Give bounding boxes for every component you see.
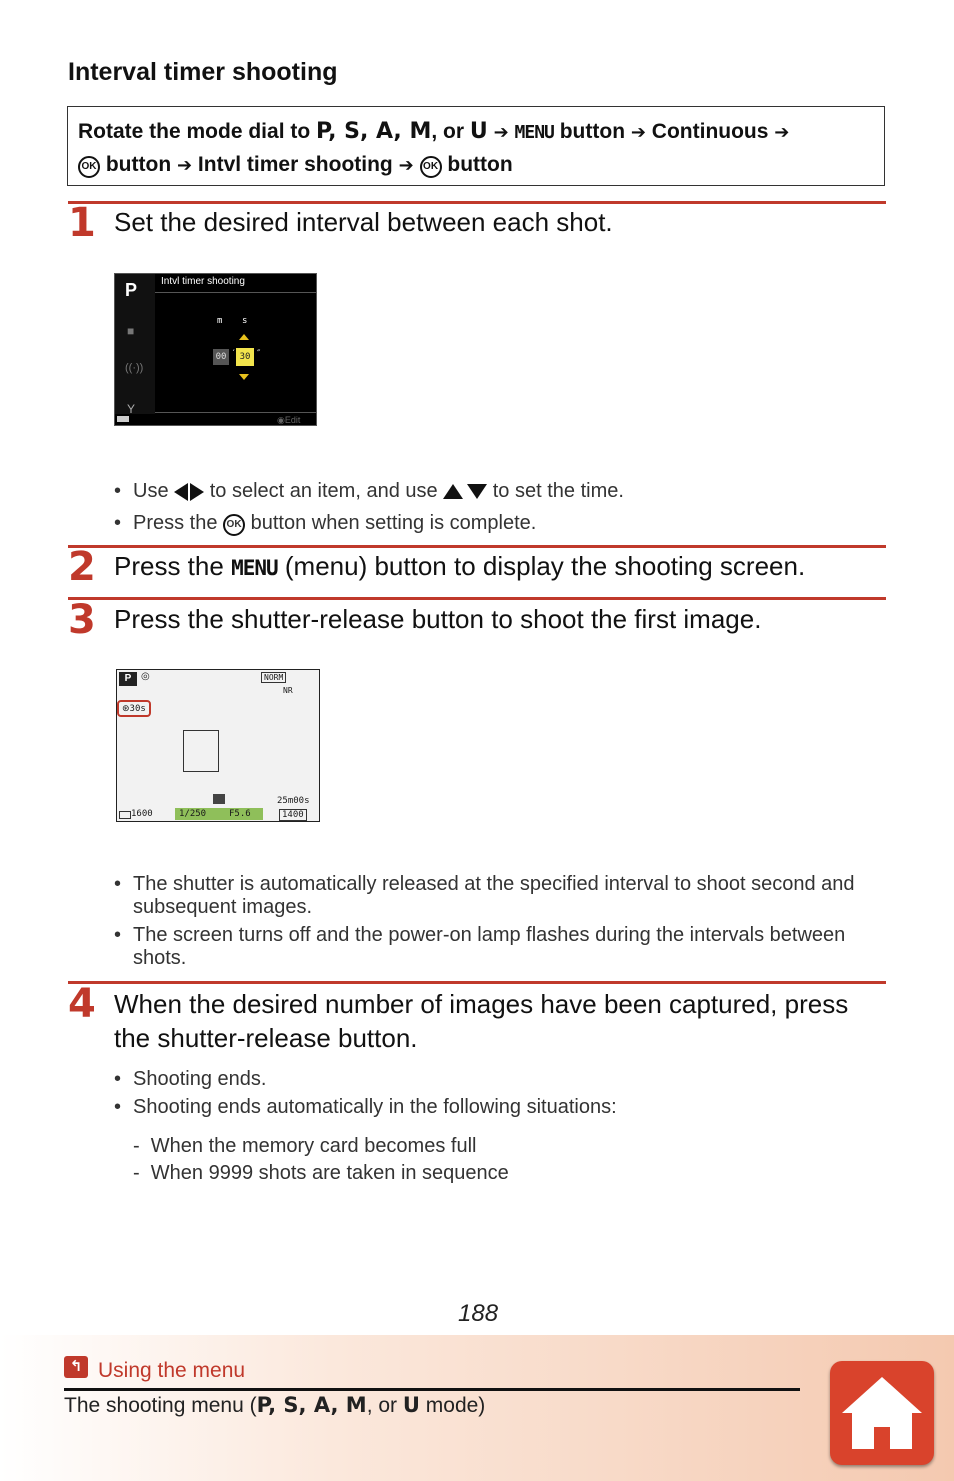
step-1-number: 1 [68, 200, 96, 246]
shots-remaining: 1400 [279, 809, 307, 821]
home-icon [830, 1361, 934, 1465]
interval-icon: ⊛ [122, 703, 130, 713]
mode-or: , or [431, 120, 465, 143]
movie-camera-icon: ■ [127, 324, 135, 338]
menu-path-intro: Rotate the mode dial to [78, 120, 311, 143]
minutes-label: m [217, 316, 223, 326]
flash-icon [213, 794, 225, 804]
step-1-text: Set the desired interval between each shot. [114, 207, 613, 237]
noise-reduction: NR [283, 686, 293, 695]
image-quality: NORM [261, 672, 286, 683]
mode-p-icon: P [119, 672, 137, 686]
menu-path-continuous: Continuous [651, 120, 769, 143]
bullet-press: Press the [133, 512, 218, 534]
ok-button-icon: OK [420, 156, 442, 178]
seconds-value[interactable]: 30 [236, 348, 254, 366]
step-4-rule [68, 981, 886, 984]
step-4-bullet-2: • Shooting ends automatically in the following situations: [114, 1096, 617, 1118]
step-3-text: Press the shutter-release button to shoot the first image. [114, 604, 762, 634]
home-button[interactable] [830, 1361, 934, 1465]
step-3-bullet-2: • The screen turns off and the power-on lamp flashes during the intervals between shots. [114, 924, 846, 969]
up-arrow-icon [239, 334, 249, 340]
shooting-screen [116, 669, 320, 822]
arrow-icon: ➔ [398, 155, 414, 175]
menu-button-icon: MENU [514, 122, 554, 143]
mode-p-icon: P [125, 280, 138, 300]
menu-button-icon: MENU [231, 556, 278, 580]
step-3-rule [68, 597, 886, 600]
screen-title: Intvl timer shooting [161, 276, 245, 287]
menu-path-intvl: Intvl timer shooting [197, 153, 393, 176]
arrow-icon: ➔ [493, 122, 509, 142]
step-3-bullet-1: • The shutter is automatically released at the specified interval to shoot second and subsequent images. [114, 873, 855, 918]
edit-label: Edit [284, 415, 301, 425]
interval-indicator: ⊛30s [117, 700, 151, 717]
bullet-set-time: to set the time. [492, 480, 624, 502]
focus-area [183, 730, 219, 772]
seconds-label: s [242, 316, 248, 326]
battery-icon [119, 811, 131, 819]
step-2-number: 2 [68, 544, 96, 590]
menu-path-box [67, 106, 885, 186]
bullet-select: to select an item, and use [209, 480, 438, 502]
step-4-sub-2: - When 9999 shots are taken in sequence [133, 1162, 509, 1184]
left-arrow-icon [174, 483, 188, 501]
arrow-icon: ➔ [774, 122, 790, 142]
aperture: F5.6 [229, 809, 251, 819]
using-the-menu-link[interactable]: Using the menu [98, 1359, 246, 1382]
menu-path-line2 [78, 149, 874, 181]
step-4-text: When the desired number of images have been captured, press the shutter-release button. [114, 989, 849, 1053]
wireless-icon: ((·)) [125, 362, 144, 374]
second-mark: ″ [256, 349, 262, 359]
mode-letters: P, S, A, M [316, 119, 432, 144]
section-title: Interval timer shooting [68, 58, 338, 86]
back-icon[interactable]: ↰ [64, 1356, 88, 1378]
arrow-icon: ➔ [176, 155, 193, 175]
minutes-value[interactable]: 00 [213, 349, 229, 365]
ok-button-icon: OK [78, 156, 100, 178]
menu-path-line1 [78, 116, 874, 149]
step-2-rule [68, 545, 886, 548]
iso-value: 1600 [131, 809, 153, 819]
menu-path-button2: button [105, 153, 172, 176]
down-arrow-icon [467, 484, 487, 499]
step-2-text: Press the MENU (menu) button to display the shooting screen. [114, 551, 806, 581]
arrow-icon: ➔ [630, 122, 646, 142]
footer-divider [64, 1388, 800, 1391]
step-4-number: 4 [68, 981, 96, 1027]
title-divider [155, 292, 317, 293]
menu-path-button: button [559, 120, 626, 143]
remaining-time: 25m00s [277, 796, 310, 806]
step-1-bullet-2: • Press the OK button when setting is complete. [114, 512, 537, 534]
menu-path-button3: button [447, 153, 513, 176]
bottom-divider [155, 412, 317, 413]
battery-icon [117, 416, 129, 422]
shutter-speed: 1/250 [179, 809, 207, 819]
down-arrow-icon [239, 374, 249, 380]
step-4-sub-1: - When the memory card becomes full [133, 1135, 477, 1157]
step-1-rule [68, 201, 886, 204]
step-3-number: 3 [68, 597, 96, 643]
wrench-icon: Y [127, 402, 136, 416]
minute-mark: ′ [231, 349, 237, 359]
ok-button-icon: OK [223, 514, 245, 536]
bullet-use: Use [133, 480, 169, 502]
footer-breadcrumb[interactable]: The shooting menu (P, S, A, M, or U mode) [64, 1393, 486, 1417]
step-1-bullet-1: • Use to select an item, and use to set the time. [114, 480, 624, 502]
dial-icon: ◉ [277, 415, 285, 425]
bullet-complete: button when setting is complete. [250, 512, 537, 534]
right-arrow-icon [190, 483, 204, 501]
interval-timer-screen [114, 273, 317, 426]
page-number: 188 [458, 1300, 499, 1327]
mode-u: U [469, 119, 488, 144]
step-4-bullet-1: • Shooting ends. [114, 1068, 267, 1090]
up-arrow-icon [443, 484, 463, 499]
self-timer-icon: ◎ [141, 671, 150, 682]
edit-hint [277, 415, 300, 426]
